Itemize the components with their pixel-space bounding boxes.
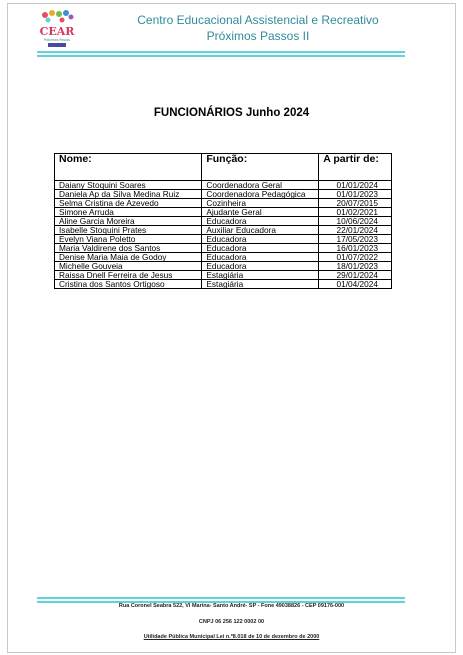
cell-date: 17/05/2023 bbox=[319, 235, 392, 244]
cell-name: Simone Arruda bbox=[55, 208, 202, 217]
cell-role: Educadora bbox=[202, 235, 319, 244]
cell-name: Selma Cristina de Azevedo bbox=[55, 199, 202, 208]
staff-table bbox=[54, 153, 392, 289]
cell-role: Auxiliar Educadora bbox=[202, 226, 319, 235]
logo-text: CEAR bbox=[39, 25, 75, 38]
footer-rule-top bbox=[37, 597, 405, 599]
table-row bbox=[55, 280, 392, 289]
cell-name: Michelle Gouveia bbox=[55, 262, 202, 271]
header-rule-bottom bbox=[37, 55, 405, 57]
document-title: FUNCIONÁRIOS Junho 2024 bbox=[153, 107, 310, 119]
cell-role: Educadora bbox=[202, 262, 319, 271]
header-start-date: A partir de: bbox=[319, 154, 392, 181]
header-name: Nome: bbox=[55, 154, 202, 181]
cell-date: 01/07/2022 bbox=[319, 253, 392, 262]
footer-address: Rua Coronel Seabra 522, Vl Marina- Santo André- SP - Fone 49038826 - CEP 09176-000 bbox=[118, 603, 345, 609]
cell-name: Isabelle Stoquini Prates bbox=[55, 226, 202, 235]
cell-name: Evelyn Viana Poletto bbox=[55, 235, 202, 244]
cell-name: Raissa Dnell Ferreira de Jesus bbox=[55, 271, 202, 280]
cell-name: Aline Garcia Moreira bbox=[55, 217, 202, 226]
cell-date: 16/01/2023 bbox=[319, 244, 392, 253]
cell-role: Coordenadora Pedagógica bbox=[202, 190, 319, 199]
cell-name: Denise Maria Maia de Godoy bbox=[55, 253, 202, 262]
org-subtitle: Próximos Passos II bbox=[206, 29, 310, 43]
logo-sub: Próximos Passos bbox=[43, 38, 71, 42]
footer-cnpj: CNPJ 06 256 122 0002 00 bbox=[198, 619, 265, 625]
cell-name: Maria Valdirene dos Santos bbox=[55, 244, 202, 253]
header-rule-top bbox=[37, 51, 405, 53]
cell-role: Estagiária bbox=[202, 280, 319, 289]
cell-role: Educadora bbox=[202, 217, 319, 226]
cell-date: 22/01/2024 bbox=[319, 226, 392, 235]
header-role: Função: bbox=[202, 154, 319, 181]
page-frame bbox=[7, 3, 456, 653]
cell-name: Daiany Stoquini Soares bbox=[55, 181, 202, 190]
footer-public-utility: Utilidade Pública Municipal Lei n.º8.018 de 10 de dezembro de 2000 bbox=[143, 634, 320, 640]
cell-role: Educadora bbox=[202, 253, 319, 262]
cell-date: 10/06/2024 bbox=[319, 217, 392, 226]
cell-name: Cristina dos Santos Ortigoso bbox=[55, 280, 202, 289]
cell-date: 18/01/2023 bbox=[319, 262, 392, 271]
cell-role: Ajudante Geral bbox=[202, 208, 319, 217]
cell-date: 01/01/2023 bbox=[319, 190, 392, 199]
cell-date: 01/02/2021 bbox=[319, 208, 392, 217]
cell-date: 29/01/2024 bbox=[319, 271, 392, 280]
cell-date: 20/07/2015 bbox=[319, 199, 392, 208]
org-name: Centro Educacional Assistencial e Recreativo bbox=[137, 13, 379, 27]
cear-logo-icon bbox=[37, 9, 77, 49]
cell-role: Cozinheira bbox=[202, 199, 319, 208]
table-header-row bbox=[55, 154, 392, 181]
cell-date: 01/01/2024 bbox=[319, 181, 392, 190]
cell-role: Coordenadora Geral bbox=[202, 181, 319, 190]
cell-date: 01/04/2024 bbox=[319, 280, 392, 289]
cell-role: Estagiária bbox=[202, 271, 319, 280]
cell-role: Educadora bbox=[202, 244, 319, 253]
cell-name: Daniela Ap da Silva Medina Ruiz bbox=[55, 190, 202, 199]
